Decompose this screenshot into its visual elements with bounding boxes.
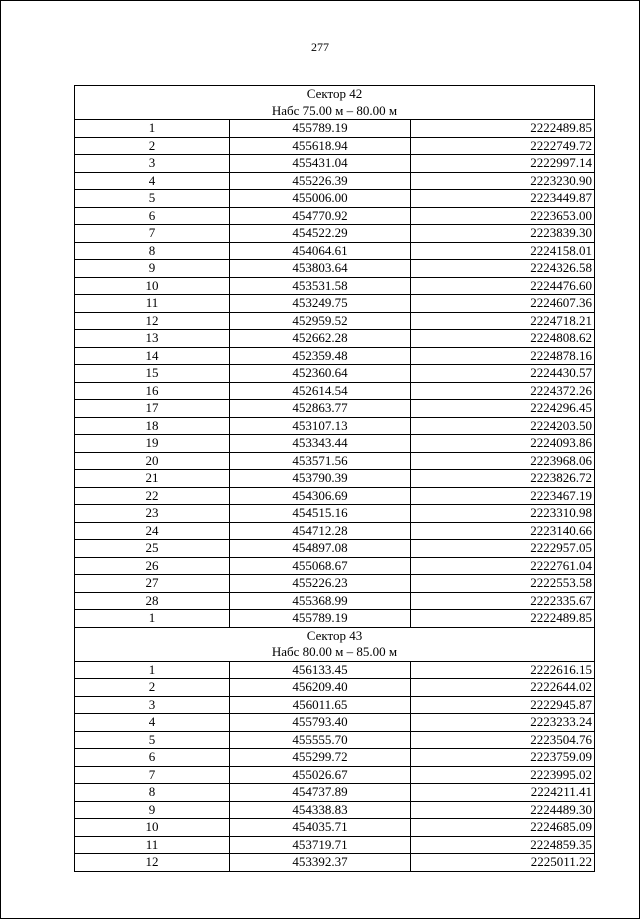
x-coordinate-cell: 455793.40 xyxy=(230,714,411,732)
x-coordinate-cell: 452359.48 xyxy=(230,347,411,365)
table-row xyxy=(75,505,595,523)
y-coordinate-cell: 2222997.14 xyxy=(411,155,595,173)
table-row xyxy=(75,575,595,593)
table-row xyxy=(75,766,595,784)
y-coordinate-cell: 2223310.98 xyxy=(411,505,595,523)
x-coordinate-cell: 454897.08 xyxy=(230,540,411,558)
point-number-cell: 11 xyxy=(75,295,230,313)
x-coordinate-cell: 455226.39 xyxy=(230,172,411,190)
y-coordinate-cell: 2223230.90 xyxy=(411,172,595,190)
table-row xyxy=(75,312,595,330)
x-coordinate-cell: 452662.28 xyxy=(230,330,411,348)
table-row xyxy=(75,749,595,767)
table-row xyxy=(75,417,595,435)
x-coordinate-cell: 455299.72 xyxy=(230,749,411,767)
table-row xyxy=(75,679,595,697)
x-coordinate-cell: 453719.71 xyxy=(230,836,411,854)
table-row xyxy=(75,610,595,628)
sector-header-row xyxy=(75,627,595,661)
point-number-cell: 19 xyxy=(75,435,230,453)
table-row xyxy=(75,696,595,714)
x-coordinate-cell: 453249.75 xyxy=(230,295,411,313)
point-number-cell: 1 xyxy=(75,661,230,679)
x-coordinate-cell: 456209.40 xyxy=(230,679,411,697)
x-coordinate-cell: 455068.67 xyxy=(230,557,411,575)
table-row xyxy=(75,557,595,575)
y-coordinate-cell: 2224211.41 xyxy=(411,784,595,802)
x-coordinate-cell: 452614.54 xyxy=(230,382,411,400)
x-coordinate-cell: 455789.19 xyxy=(230,120,411,138)
x-coordinate-cell: 456011.65 xyxy=(230,696,411,714)
point-number-cell: 12 xyxy=(75,312,230,330)
y-coordinate-cell: 2222335.67 xyxy=(411,592,595,610)
sector-header-row xyxy=(75,86,595,120)
point-number-cell: 6 xyxy=(75,749,230,767)
table-row xyxy=(75,172,595,190)
table-row xyxy=(75,120,595,138)
point-number-cell: 5 xyxy=(75,190,230,208)
table-row xyxy=(75,784,595,802)
point-number-cell: 16 xyxy=(75,382,230,400)
point-number-cell: 28 xyxy=(75,592,230,610)
y-coordinate-cell: 2223839.30 xyxy=(411,225,595,243)
y-coordinate-cell: 2222553.58 xyxy=(411,575,595,593)
table-row xyxy=(75,836,595,854)
page-number: 277 xyxy=(311,40,329,54)
point-number-cell: 25 xyxy=(75,540,230,558)
y-coordinate-cell: 2223233.24 xyxy=(411,714,595,732)
x-coordinate-cell: 453790.39 xyxy=(230,470,411,488)
x-coordinate-cell: 455789.19 xyxy=(230,610,411,628)
coordinates-table-body xyxy=(75,86,595,872)
y-coordinate-cell: 2224203.50 xyxy=(411,417,595,435)
y-coordinate-cell: 2222489.85 xyxy=(411,610,595,628)
y-coordinate-cell: 2225011.22 xyxy=(411,854,595,872)
x-coordinate-cell: 452959.52 xyxy=(230,312,411,330)
table-row xyxy=(75,225,595,243)
x-coordinate-cell: 455226.23 xyxy=(230,575,411,593)
point-number-cell: 8 xyxy=(75,242,230,260)
point-number-cell: 14 xyxy=(75,347,230,365)
point-number-cell: 12 xyxy=(75,854,230,872)
y-coordinate-cell: 2224878.16 xyxy=(411,347,595,365)
table-row xyxy=(75,242,595,260)
x-coordinate-cell: 453803.64 xyxy=(230,260,411,278)
x-coordinate-cell: 454306.69 xyxy=(230,487,411,505)
sector-title: Сектор 42 xyxy=(306,86,363,101)
point-number-cell: 4 xyxy=(75,714,230,732)
table-row xyxy=(75,592,595,610)
point-number-cell: 2 xyxy=(75,679,230,697)
y-coordinate-cell: 2222749.72 xyxy=(411,137,595,155)
sector-header xyxy=(75,86,595,120)
y-coordinate-cell: 2224158.01 xyxy=(411,242,595,260)
point-number-cell: 21 xyxy=(75,470,230,488)
x-coordinate-cell: 455555.70 xyxy=(230,731,411,749)
y-coordinate-cell: 2224093.86 xyxy=(411,435,595,453)
y-coordinate-cell: 2224476.60 xyxy=(411,277,595,295)
y-coordinate-cell: 2222489.85 xyxy=(411,120,595,138)
table-row xyxy=(75,661,595,679)
point-number-cell: 24 xyxy=(75,522,230,540)
x-coordinate-cell: 454712.28 xyxy=(230,522,411,540)
y-coordinate-cell: 2222945.87 xyxy=(411,696,595,714)
x-coordinate-cell: 454338.83 xyxy=(230,801,411,819)
point-number-cell: 17 xyxy=(75,400,230,418)
point-number-cell: 9 xyxy=(75,260,230,278)
x-coordinate-cell: 456133.45 xyxy=(230,661,411,679)
x-coordinate-cell: 455618.94 xyxy=(230,137,411,155)
table-row xyxy=(75,522,595,540)
x-coordinate-cell: 453107.13 xyxy=(230,417,411,435)
point-number-cell: 1 xyxy=(75,120,230,138)
table-row xyxy=(75,400,595,418)
table-row xyxy=(75,190,595,208)
point-number-cell: 10 xyxy=(75,277,230,295)
point-number-cell: 5 xyxy=(75,731,230,749)
y-coordinate-cell: 2224296.45 xyxy=(411,400,595,418)
y-coordinate-cell: 2223826.72 xyxy=(411,470,595,488)
y-coordinate-cell: 2224372.26 xyxy=(411,382,595,400)
table-row xyxy=(75,155,595,173)
x-coordinate-cell: 455431.04 xyxy=(230,155,411,173)
point-number-cell: 13 xyxy=(75,330,230,348)
y-coordinate-cell: 2222761.04 xyxy=(411,557,595,575)
x-coordinate-cell: 455368.99 xyxy=(230,592,411,610)
y-coordinate-cell: 2222616.15 xyxy=(411,661,595,679)
y-coordinate-cell: 2223467.19 xyxy=(411,487,595,505)
y-coordinate-cell: 2224859.35 xyxy=(411,836,595,854)
table-row xyxy=(75,382,595,400)
coordinates-table xyxy=(74,85,595,872)
table-row xyxy=(75,260,595,278)
sector-title: Сектор 43 xyxy=(306,627,363,643)
point-number-cell: 8 xyxy=(75,784,230,802)
point-number-cell: 6 xyxy=(75,207,230,225)
table-row xyxy=(75,330,595,348)
table-row xyxy=(75,295,595,313)
x-coordinate-cell: 453343.44 xyxy=(230,435,411,453)
point-number-cell: 9 xyxy=(75,801,230,819)
y-coordinate-cell: 2224685.09 xyxy=(411,819,595,837)
point-number-cell: 3 xyxy=(75,155,230,173)
y-coordinate-cell: 2224430.57 xyxy=(411,365,595,383)
table-row xyxy=(75,137,595,155)
point-number-cell: 27 xyxy=(75,575,230,593)
table-row xyxy=(75,540,595,558)
table-row xyxy=(75,487,595,505)
y-coordinate-cell: 2223140.66 xyxy=(411,522,595,540)
y-coordinate-cell: 2223995.02 xyxy=(411,766,595,784)
point-number-cell: 20 xyxy=(75,452,230,470)
x-coordinate-cell: 454737.89 xyxy=(230,784,411,802)
point-number-cell: 4 xyxy=(75,172,230,190)
point-number-cell: 18 xyxy=(75,417,230,435)
y-coordinate-cell: 2223759.09 xyxy=(411,749,595,767)
point-number-cell: 22 xyxy=(75,487,230,505)
x-coordinate-cell: 455026.67 xyxy=(230,766,411,784)
y-coordinate-cell: 2224808.62 xyxy=(411,330,595,348)
y-coordinate-cell: 2223449.87 xyxy=(411,190,595,208)
x-coordinate-cell: 453531.58 xyxy=(230,277,411,295)
x-coordinate-cell: 454064.61 xyxy=(230,242,411,260)
point-number-cell: 10 xyxy=(75,819,230,837)
table-row xyxy=(75,435,595,453)
point-number-cell: 3 xyxy=(75,696,230,714)
y-coordinate-cell: 2222957.05 xyxy=(411,540,595,558)
table-row xyxy=(75,207,595,225)
table-row xyxy=(75,365,595,383)
table-row xyxy=(75,470,595,488)
table-row xyxy=(75,819,595,837)
point-number-cell: 7 xyxy=(75,766,230,784)
y-coordinate-cell: 2223504.76 xyxy=(411,731,595,749)
table-row xyxy=(75,854,595,872)
y-coordinate-cell: 2224489.30 xyxy=(411,801,595,819)
point-number-cell: 1 xyxy=(75,610,230,628)
sector-header xyxy=(75,627,595,661)
table-row xyxy=(75,714,595,732)
x-coordinate-cell: 454035.71 xyxy=(230,819,411,837)
y-coordinate-cell: 2222644.02 xyxy=(411,679,595,697)
point-number-cell: 26 xyxy=(75,557,230,575)
point-number-cell: 23 xyxy=(75,505,230,523)
y-coordinate-cell: 2224326.58 xyxy=(411,260,595,278)
y-coordinate-cell: 2224607.36 xyxy=(411,295,595,313)
x-coordinate-cell: 452360.64 xyxy=(230,365,411,383)
sector-altitude-range: Набс 75.00 м – 80.00 м xyxy=(271,102,398,118)
x-coordinate-cell: 454522.29 xyxy=(230,225,411,243)
x-coordinate-cell: 453392.37 xyxy=(230,854,411,872)
point-number-cell: 7 xyxy=(75,225,230,243)
table-row xyxy=(75,731,595,749)
y-coordinate-cell: 2223653.00 xyxy=(411,207,595,225)
x-coordinate-cell: 454770.92 xyxy=(230,207,411,225)
x-coordinate-cell: 452863.77 xyxy=(230,400,411,418)
table-row xyxy=(75,452,595,470)
x-coordinate-cell: 455006.00 xyxy=(230,190,411,208)
point-number-cell: 11 xyxy=(75,836,230,854)
table-row xyxy=(75,801,595,819)
table-row xyxy=(75,277,595,295)
point-number-cell: 2 xyxy=(75,137,230,155)
x-coordinate-cell: 454515.16 xyxy=(230,505,411,523)
y-coordinate-cell: 2223968.06 xyxy=(411,452,595,470)
point-number-cell: 15 xyxy=(75,365,230,383)
table-row xyxy=(75,347,595,365)
x-coordinate-cell: 453571.56 xyxy=(230,452,411,470)
sector-altitude-range: Набс 80.00 м – 85.00 м xyxy=(271,644,398,659)
y-coordinate-cell: 2224718.21 xyxy=(411,312,595,330)
